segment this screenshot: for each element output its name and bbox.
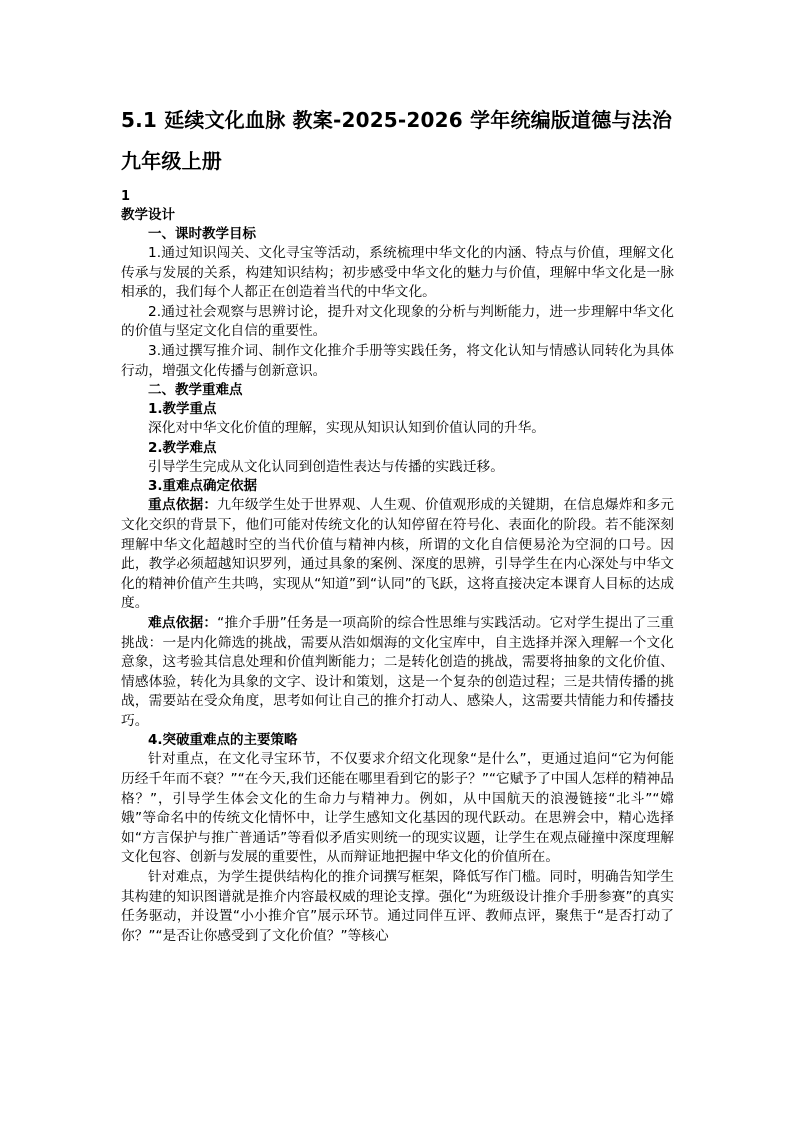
document-title: 5.1 延续文化血脉 教案-2025-2026 学年统编版道德与法治九年级上册 xyxy=(121,108,673,173)
heading-teaching-focus: 1.教学重点 xyxy=(148,401,217,418)
difficulty-text: 引导学生完成从文化认同到创造性表达与传播的实践迁移。 xyxy=(148,458,504,475)
strategy-paragraph-2: 针对难点，为学生提供结构化的推介词撰写框架，降低写作门槛。同时，明确告知学生其构建的知识图谱就是推介内容最权威的理论支撑。强化“为班级设计推介手册参赛”的真实任务驱动，并设置“小小推介官”展示环节。通过同伴互评、教师点评，聚焦于“是否打动了你？”“是否让你感受到了文化价值？”等核心 xyxy=(121,869,674,944)
strategy-paragraph-1: 针对重点，在文化寻宝环节，不仅要求介绍文化现象“是什么”，更通过追问“它为何能历经千年而不衰？”“在今天,我们还能在哪里看到它的影子？”“它赋予了中国人怎样的精神品格？”，引导学生体会文化的生命力与精神力。例如，从中国航天的浪漫链接“北斗”“嫦娥”等命名中的传统文化情怀中，让学生感知文化基因的现代跃动。在思辨会中，精心选择如“方言保护与推广普通话”等看似矛盾实则统一的现实议题，让学生在观点碰撞中深度理解文化包容、创新与发展的重要性，从而辩证地把握中华文化的价值所在。 xyxy=(121,751,674,866)
focus-basis-text: 九年级学生处于世界观、人生观、价值观形成的关键期，在信息爆炸和多元文化交织的背景下，他们可能对传统文化的认知停留在符号化、表面化的阶段。若不能深刻理解中华文化超越时空的当代价值与精神内核，所谓的文化自信便易沦为空洞的口号。因此，教学必须超越知识罗列，通过具象的案例、深度的思辨，引导学生在内心深处与中华文化的精神价值产生共鸣，实现从“知道”到“认同”的飞跃，这将直接决定本课育人目标的达成度。 xyxy=(121,497,674,612)
difficulty-basis-text: “推介手册”任务是一项高阶的综合性思维与实践活动。它对学生提出了三重挑战：一是内化筛选的挑战，需要从浩如烟海的文化宝库中，自主选择并深入理解一个文化意象，这考验其信息处理和价值判断能力；二是转化创造的挑战，需要将抽象的文化价值、情感体验，转化为具象的文字、设计和策划，这是一个复杂的创造过程；三是共情传播的挑战，需要站在受众角度，思考如何让自己的推介打动人、感染人，这需要共情能力和传播技巧。 xyxy=(121,614,674,729)
goal-1: 1.通过知识闯关、文化寻宝等活动，系统梳理中华文化的内涵、特点与价值，理解文化传承与发展的关系，构建知识结构；初步感受中华文化的魅力与价值，理解中华文化是一脉相承的，我们每个人都正在创造着当代的中华文化。 xyxy=(121,245,674,301)
heading-teaching-goals: 一、课时教学目标 xyxy=(148,226,256,242)
heading-teaching-difficulty: 2.教学难点 xyxy=(148,439,217,456)
goal-2: 2.通过社会观察与思辨讨论，提升对文化现象的分析与判断能力，进一步理解中华文化的价值与坚定文化自信的重要性。 xyxy=(121,303,674,340)
section-label: 教学设计 xyxy=(121,207,175,223)
goal-3: 3.通过撰写推介词、制作文化推介手册等实践任务，将文化认知与情感认同转化为具体行动，增强文化传播与创新意识。 xyxy=(121,342,674,379)
focus-basis-lead: 重点依据： xyxy=(148,497,218,514)
page-number: 1 xyxy=(121,189,131,204)
heading-basis: 3.重难点确定依据 xyxy=(148,478,258,495)
heading-strategy: 4.突破重难点的主要策略 xyxy=(148,732,298,749)
document-page xyxy=(121,100,674,946)
focus-basis-paragraph xyxy=(121,496,674,614)
difficulty-basis-lead: 难点依据： xyxy=(148,614,218,631)
heading-key-difficult-points: 二、教学重难点 xyxy=(148,382,243,399)
focus-text: 深化对中华文化价值的理解，实现从知识认知到价值认同的升华。 xyxy=(148,420,545,437)
difficulty-basis-paragraph xyxy=(121,614,674,732)
